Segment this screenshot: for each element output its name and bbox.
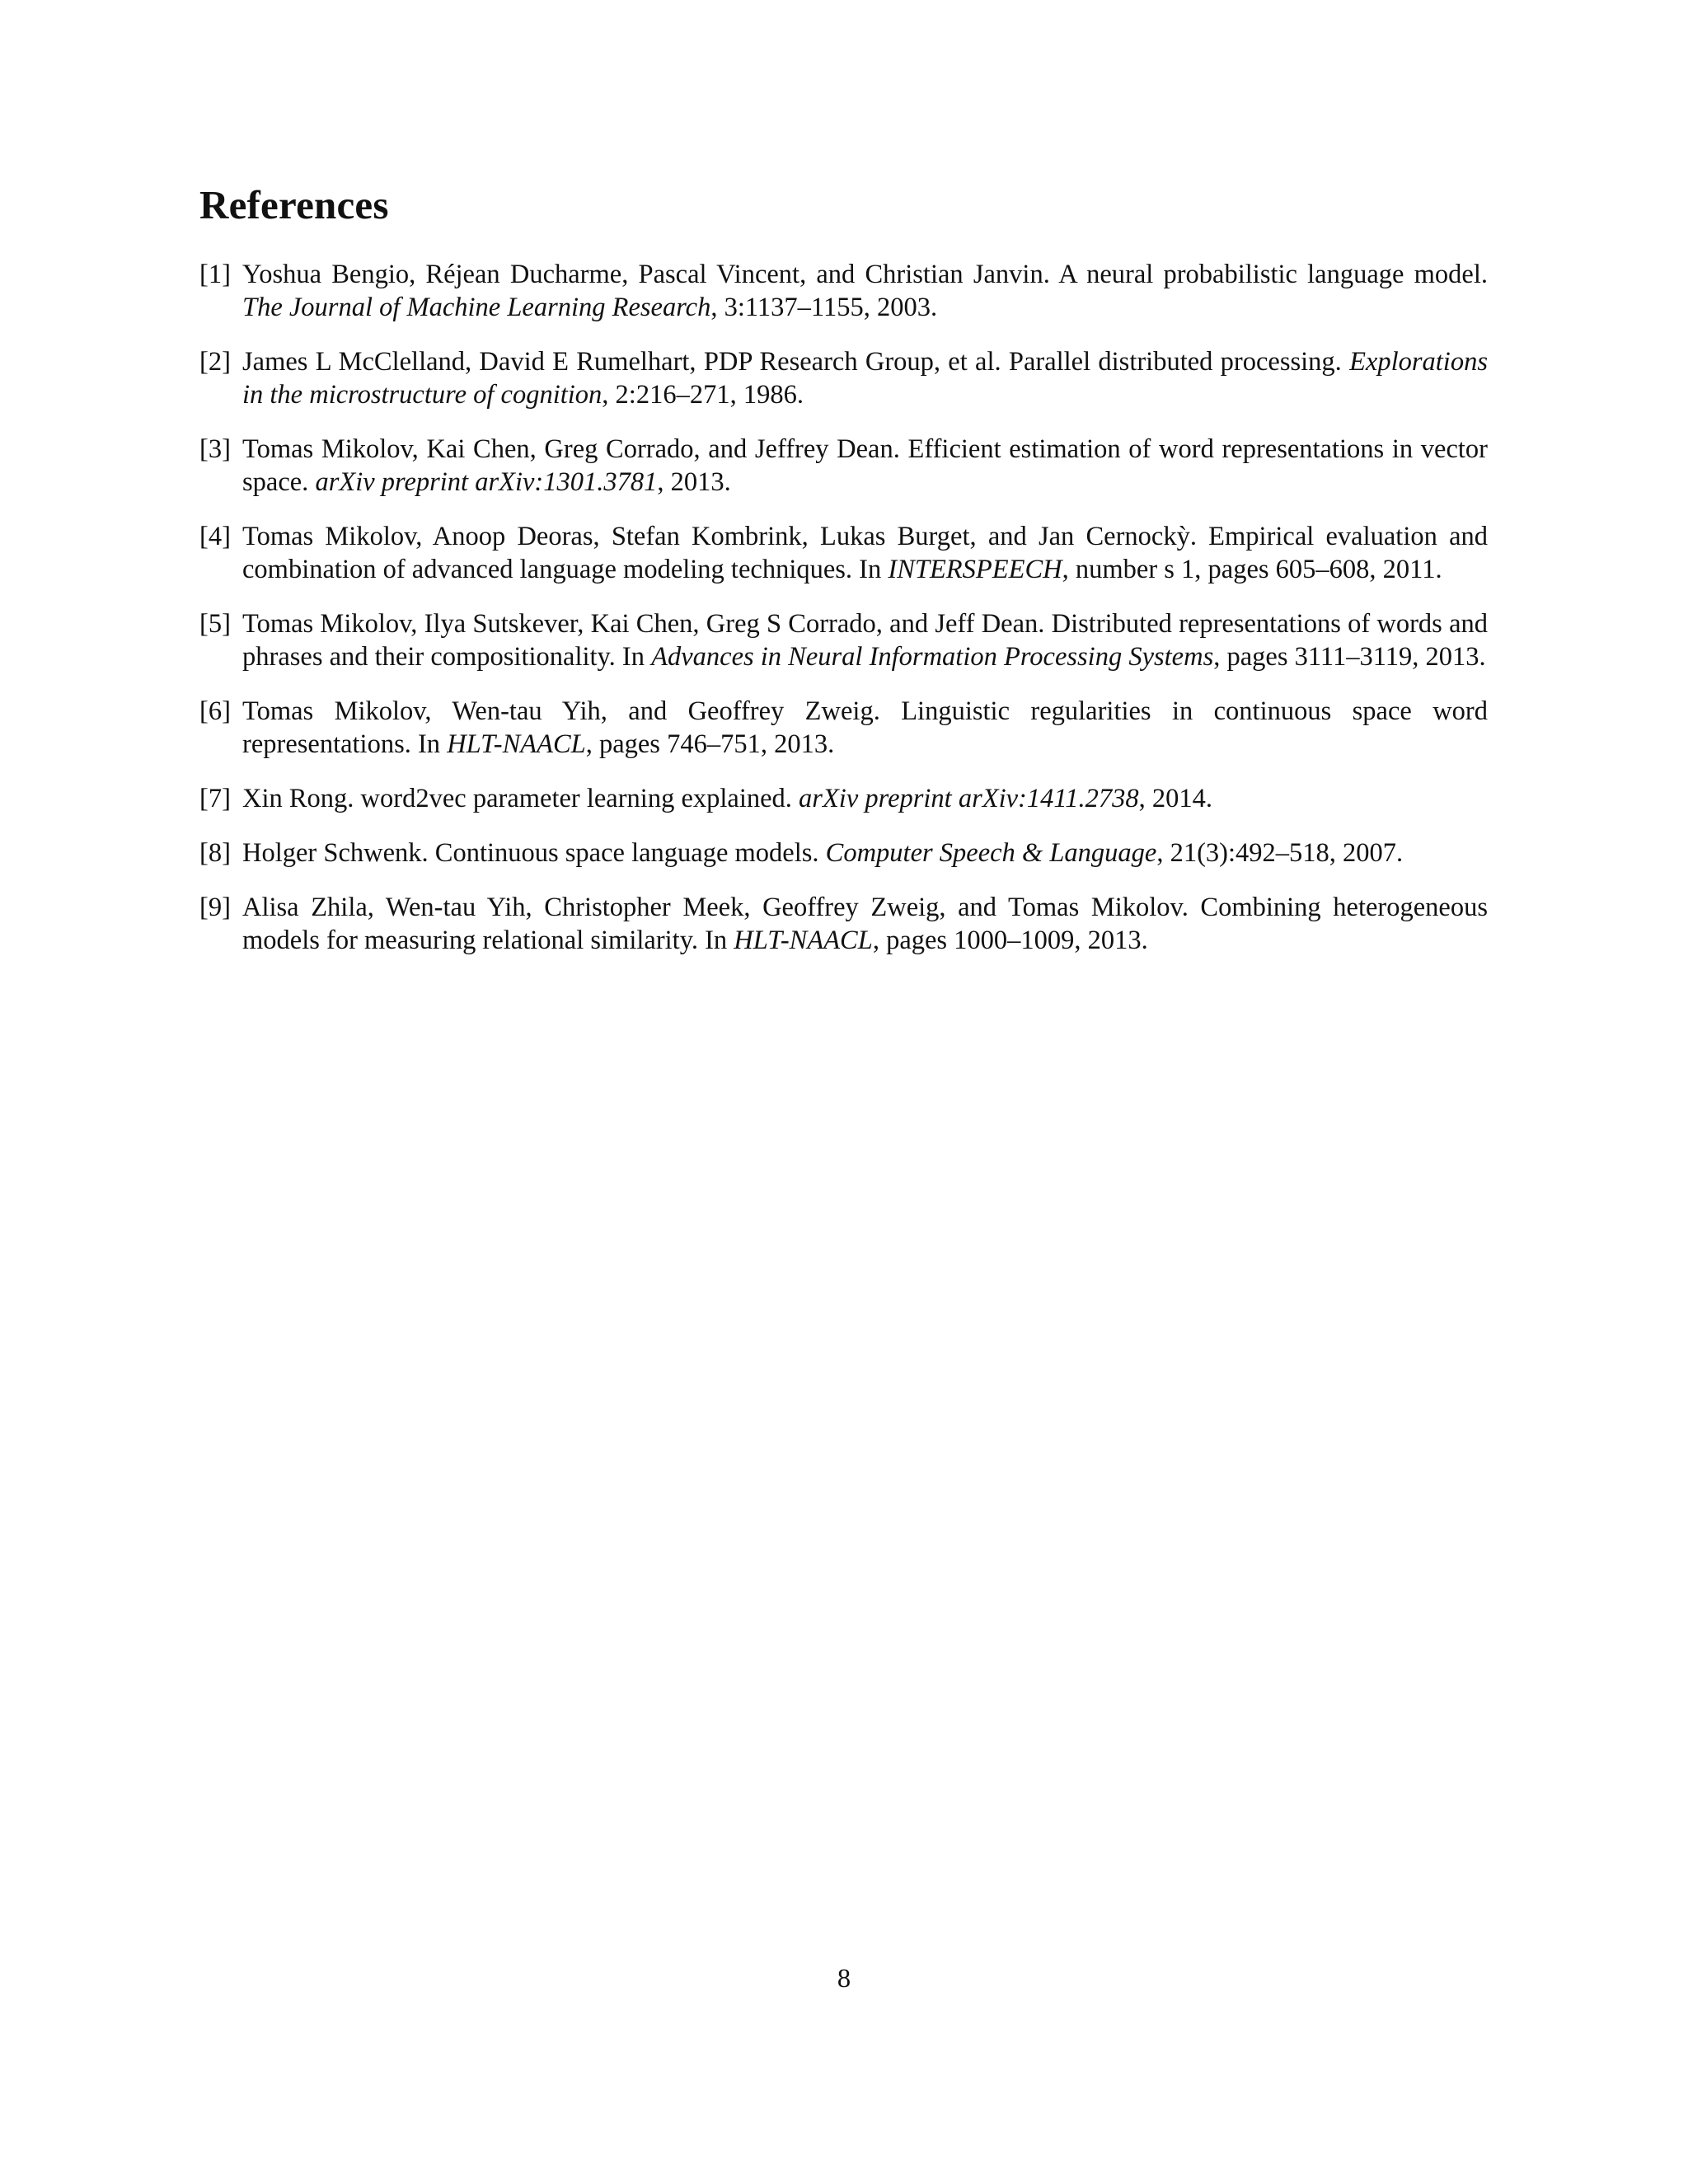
reference-details: , pages 746–751, 2013. (585, 729, 835, 759)
page-number: 8 (837, 1964, 851, 1994)
reference-label: [3] (199, 434, 231, 464)
reference-details: , 2014. (1138, 784, 1212, 813)
reference-authors-title: Yoshua Bengio, Réjean Ducharme, Pascal Vincent, and Christian Janvin. A neural probabilistic language model. (242, 260, 1488, 289)
reference-label: [4] (199, 522, 231, 551)
reference-label: [9] (199, 893, 231, 922)
reference-item-5 (199, 607, 1488, 673)
reference-details: , number s 1, pages 605–608, 2011. (1062, 555, 1442, 584)
reference-details: , 21(3):492–518, 2007. (1156, 838, 1404, 868)
reference-label: [2] (199, 347, 231, 377)
reference-text (242, 837, 1488, 869)
reference-item-8 (199, 837, 1488, 869)
reference-text (242, 520, 1488, 586)
reference-item-4 (199, 520, 1488, 586)
reference-details: , 2013. (657, 467, 731, 497)
reference-authors-title: Tomas Mikolov, Kai Chen, Greg Corrado, and Jeffrey Dean. Efficient estimation of word representations in vector space. (242, 434, 1488, 497)
reference-authors-title: Tomas Mikolov, Wen-tau Yih, and Geoffrey Zweig. Linguistic regularities in continuous space word representations. In (242, 696, 1488, 759)
reference-text (242, 891, 1488, 957)
reference-details: , pages 1000–1009, 2013. (872, 926, 1148, 955)
reference-text (242, 607, 1488, 673)
reference-item-7 (199, 782, 1488, 815)
reference-venue: Explorations in the microstructure of cognition (242, 347, 1488, 410)
reference-authors-title: James L McClelland, David E Rumelhart, PDP Research Group, et al. Parallel distributed processing. (242, 347, 1350, 377)
reference-label: [7] (199, 784, 231, 813)
reference-item-6 (199, 695, 1488, 761)
reference-item-9 (199, 891, 1488, 957)
reference-venue: HLT-NAACL (734, 926, 873, 955)
reference-venue: Computer Speech & Language (825, 838, 1157, 868)
reference-label: [8] (199, 838, 231, 868)
reference-details: , 3:1137–1155, 2003. (710, 293, 938, 322)
reference-authors-title: Tomas Mikolov, Ilya Sutskever, Kai Chen, Greg S Corrado, and Jeff Dean. Distributed representations of words and phrases and their compositionality. In (242, 609, 1488, 672)
reference-item-3 (199, 433, 1488, 499)
reference-venue: HLT-NAACL (447, 729, 586, 759)
reference-authors-title: Xin Rong. word2vec parameter learning explained. (242, 784, 799, 813)
reference-venue: INTERSPEECH (888, 555, 1062, 584)
reference-label: [5] (199, 609, 231, 639)
reference-authors-title: Alisa Zhila, Wen-tau Yih, Christopher Meek, Geoffrey Zweig, and Tomas Mikolov. Combining heterogeneous models for measuring relational similarity. In (242, 893, 1488, 955)
reference-text (242, 433, 1488, 499)
reference-authors-title: Holger Schwenk. Continuous space language models. (242, 838, 826, 868)
reference-details: , 2:216–271, 1986. (602, 380, 804, 410)
reference-list (199, 258, 1488, 978)
reference-venue: arXiv preprint arXiv:1411.2738 (799, 784, 1139, 813)
reference-item-1 (199, 258, 1488, 324)
reference-venue: Advances in Neural Information Processing Systems (651, 642, 1214, 672)
reference-venue: The Journal of Machine Learning Research (242, 293, 711, 322)
reference-item-2 (199, 345, 1488, 411)
reference-text (242, 695, 1488, 761)
reference-venue: arXiv preprint arXiv:1301.3781 (315, 467, 658, 497)
section-title: References (199, 182, 389, 227)
reference-label: [6] (199, 696, 231, 726)
reference-details: , pages 3111–3119, 2013. (1213, 642, 1486, 672)
reference-text (242, 345, 1488, 411)
reference-label: [1] (199, 260, 231, 289)
reference-text (242, 258, 1488, 324)
reference-text (242, 782, 1488, 815)
reference-authors-title: Tomas Mikolov, Anoop Deoras, Stefan Kombrink, Lukas Burget, and Jan Cernockỳ. Empirical evaluation and combination of advanced language modeling techniques. In (242, 522, 1488, 584)
